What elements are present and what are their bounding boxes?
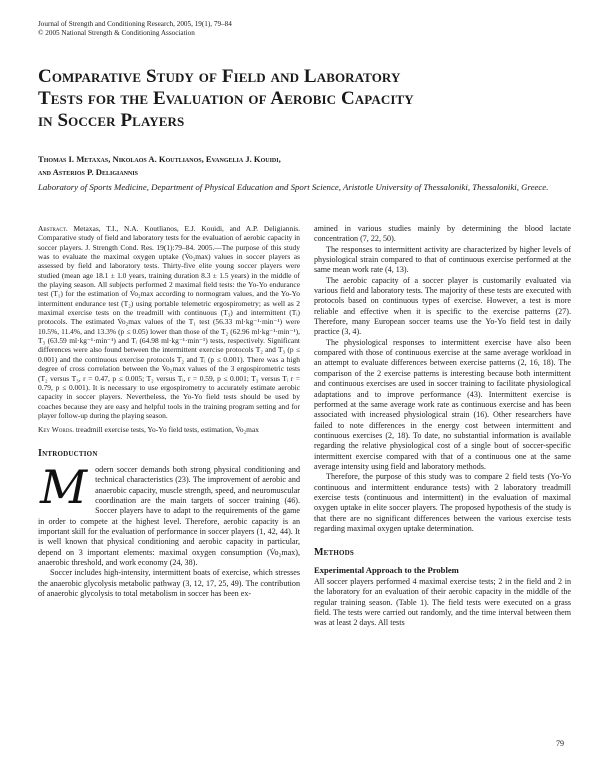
journal-citation: Journal of Strength and Conditioning Research, 2005, 19(1), 79–84 <box>38 20 232 28</box>
abstract <box>38 224 300 420</box>
introduction-heading: Introduction <box>38 447 98 459</box>
intro-paragraph-3: The responses to intermittent activity are characterized by higher levels of physiological strain compared to that of continuous exercise performed at the same mean work rate (4, 13). <box>314 244 571 275</box>
intro-paragraph-2: Soccer includes high-intensity, intermittent boats of exercise, which stresses the anaerobic glycolysis metabolic pathway (3, 12, 17, 25, 49). The contribution of anaerobic glycolysis to total metabolism in soccer has been ex- <box>38 568 300 599</box>
title-line: Tests for the Evaluation of Aerobic Capacity <box>38 88 414 109</box>
right-column <box>314 224 571 629</box>
intro-paragraph-1 <box>38 459 300 568</box>
intro-paragraph-6: Therefore, the purpose of this study was to compare 2 field tests (Yo-Yo continuous and intermittent endurance tests) with 2 laboratory treadmill exercise tests (continuous and intermittent) in the evaluation of maximal oxygen uptake in elite soccer players. The proposed hypothesis of the study is that there are no significant differences between the various exercise tests regarding maximal oxygen uptake determination. <box>314 472 571 533</box>
author-line: and Asterios P. Deligiannis <box>38 167 139 177</box>
left-column <box>38 224 300 599</box>
keywords <box>38 425 300 434</box>
intro-paragraph-1-text: odern soccer demands both strong physical conditioning and technical characteristics (23). The improvement of aerobic and anaerobic capacity, muscle strength, speed, and neuromuscular coordination are the main targets of soccer training (46). Soccer players have to adapt to the requirements of the game in order to compete at the highest level. Therefore, aerobic capacity is an important skill for the evaluation of performance in soccer players (1, 42, 44). It is well known that physical conditioning and aerobic capacity in particular, depend on 3 important elements: maximal oxygen consumption (V̇o₂max), anaerobic threshold, and work economy (24, 38). <box>38 464 300 567</box>
keywords-label: Key Words. <box>38 425 74 435</box>
keywords-text: treadmill exercise tests, Yo-Yo field tests, estimation, V̇o₂max <box>75 425 259 435</box>
methods-subheading: Experimental Approach to the Problem <box>314 564 459 575</box>
abstract-label: Abstract. <box>38 224 68 233</box>
drop-cap: M <box>40 459 88 514</box>
intro-paragraph-5: The physiological responses to intermittent exercise have also been compared with those of continuous exercise at the same average workload in an attempt to evaluate differences between exercise patterns (2, 16, 18). The comparison of the 2 exercise patterns is interesting because both intermittent and continuous exercises are used in soccer training to facilitate physiological adaptations and to improve performance (43). Intermittent exercise is performed at the same average work rate as continuous exercise and has been associated with increased physiological strain (16). Other researchers have failed to note differences in the energy cost between intermittent and continuous exercises (2, 18). To date, no substantial information is available regarding the relative physiological cost of a single bout of soccer-specific intermittent exercise compared with that of a continuous one at the same average intensity using field and laboratory methods. <box>314 337 571 471</box>
title-line: in Soccer Players <box>38 110 185 131</box>
methods-heading: Methods <box>314 547 355 559</box>
intro-paragraph-4: The aerobic capacity of a soccer player is customarily evaluated via various field and laboratory tests. The majority of these tests are executed with protocols based on continuous types of exercise. However, a test is more reliable and effective when it is specific to the exercise patterns (27). Therefore, many European soccer teams use the Yo-Yo field test in daily practice (3, 4). <box>314 275 571 337</box>
title-line: Comparative Study of Field and Laboratory <box>38 66 401 87</box>
article-title <box>38 66 568 132</box>
page-number: 79 <box>556 739 564 748</box>
affiliation: Laboratory of Sports Medicine, Department of Physical Education and Sport Science, Aristotle University of Thessaloniki, Thessaloniki, Greece. <box>38 182 549 192</box>
author-list <box>38 153 568 179</box>
abstract-text: Metaxas, T.I., N.A. Koutlianos, E.J. Kouidi, and A.P. Deligiannis. Comparative study of field and laboratory tests for the evaluation of aerobic capacity in soccer players. J. Strength Cond. Res. 19(1):79–84. 2005.—The purpose of this study was to evaluate the maximal oxygen uptake (V̇o₂max) values in soccer players as assessed by field and laboratory tests. Thirty-five elite young soccer players were studied (mean age 18.1 ± 1.0 years, training duration 8.3 ± 1.5 years) in the middle of the playing season. All subjects performed 2 maximal field tests: the Yo-Yo endurance test (T₁) for the estimation of V̇o₂max according to normogram values, and the Yo-Yo intermittent endurance test (T₂) using portable telemetric ergospirometry; as well as 2 maximal exercise tests on the treadmill with continuous (T₃) and intermittent (Tᵢ) protocols. The estimated V̇o₂max values of the T₁ test (56.33 ml·kg⁻¹·min⁻¹) were 10.5%, 11.4%, and 13.3% (p ≤ 0.05) lower than those of the T₂ (62.96 ml·kg⁻¹·min⁻¹), T₃ (63.59 ml·kg⁻¹·min⁻¹) and Tᵢ (64.98 ml·kg⁻¹·min⁻¹) tests, respectively. Significant differences were also found between the intermittent exercise protocols T₂ and T₃ (p ≤ 0.001) and the continuous exercise protocols T₂ and Tᵢ (p ≤ 0.001). There was a high degree of cross correlation between the V̇o₂max values of the 3 ergospirometric tests (T₂ versus T₃, r = 0.47, p ≤ 0.005; T₂ versus Tᵢ, r = 0.59, p ≤ 0.001; T₃ versus Tᵢ r = 0.79, p ≤ 0.001). It is necessary to use ergospirometry to accurately estimate aerobic capacity in soccer players. Nevertheless, the Yo-Yo field tests should be used by coaches because they are easy and helpful tools in the training program setting and for player follow-up during the playing season. <box>38 224 301 420</box>
methods-paragraph-1: All soccer players performed 4 maximal exercise tests; 2 in the field and 2 in the laboratory for an evaluation of their aerobic capacity in the middle of the regular training season. (Table 1). The field tests were executed on a grass field. The tests were carried out randomly, and the time interval between them was at least 2 days. All tests <box>314 577 571 628</box>
copyright-notice: © 2005 National Strength & Conditioning Association <box>38 29 195 37</box>
author-line: Thomas I. Metaxas, Nikolaos A. Koutlianos, Evangelia J. Kouidi, <box>38 154 281 164</box>
journal-header <box>38 20 558 38</box>
intro-paragraph-2-continued: amined in various studies mainly by determining the blood lactate concentration (7, 22, 50). <box>314 224 571 244</box>
